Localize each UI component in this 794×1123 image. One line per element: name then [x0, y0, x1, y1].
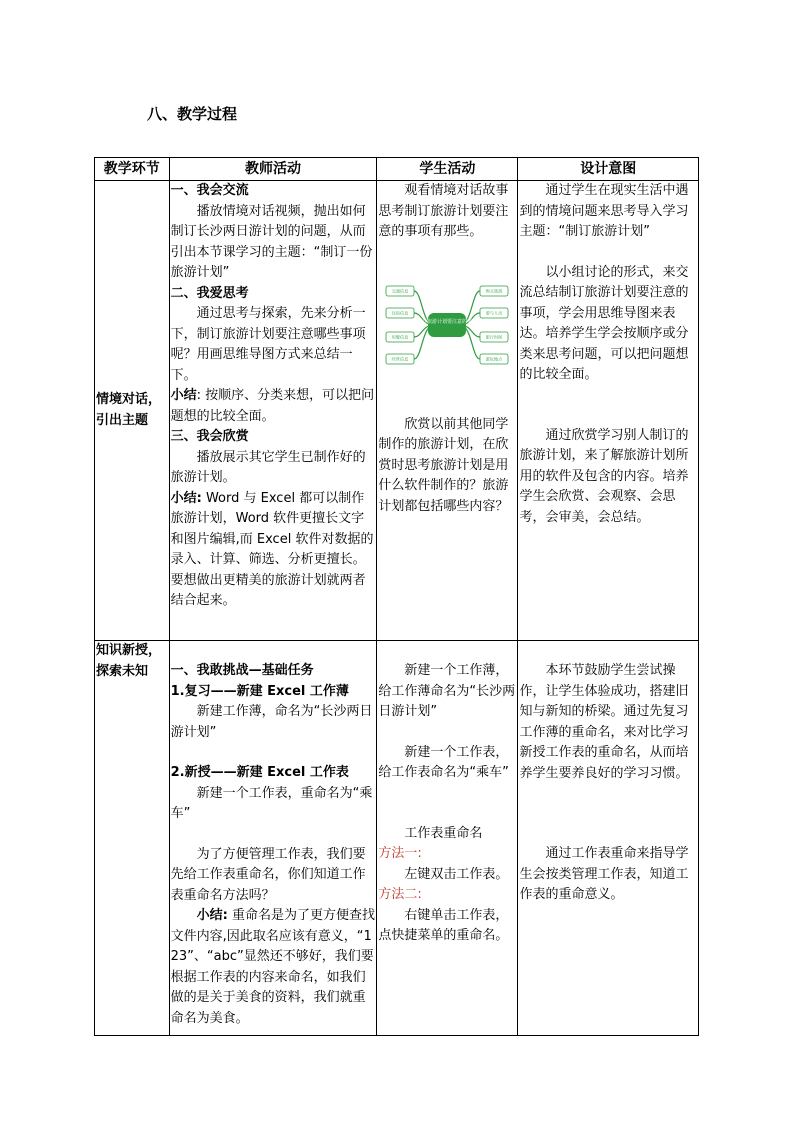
teacher-heading: 二、我爱思考 [170, 285, 249, 301]
intent-text: 以小组讨论的形式，来交流总结制订旅游计划要注意的事项，学会用思维导图来表达。培养学生学会按顺序或分类来思考问题，可以把问题想的比较全面。 [519, 264, 689, 382]
table-row [95, 181, 699, 641]
mind-map-node: 用餐信息 [391, 334, 409, 339]
mind-map-center-node [428, 313, 466, 337]
table-header-row [95, 158, 699, 181]
header-stage: 教学环节 [95, 158, 170, 181]
stage-cell: 情境对话，引出主题 [95, 181, 170, 641]
student-text: 欣赏以前其他同学制作的旅游计划，在欣赏时思考旅游计划是用什么软件制作的？旅游计划都包括哪些内容？ [378, 416, 509, 514]
mind-map-node: 参与人员 [485, 310, 503, 315]
mind-map-node: 交通信息 [391, 288, 409, 293]
summary-text: : 按顺序、分类来想，可以把问题想的比较全面。 [170, 388, 375, 424]
teacher-text: 通过思考与探索，先来分析一下，制订旅游计划要注意哪些事项呢？用画思维导图方式来总结一下。 [170, 306, 366, 383]
method-text: 左键双击工作表。 [404, 866, 509, 882]
teacher-text: 播放情境对话视频，抛出如何制订长沙两日游计划的问题，从而引出本节课学习的主题：“制订一份旅游计划” [170, 203, 373, 280]
intent-cell [518, 181, 699, 641]
method-text: 右键单击工作表，点快捷菜单的重命名。 [378, 907, 509, 943]
intent-text: 通过学生在现实生活中遇到的情境问题来思考导入学习主题：“制订旅游计划” [519, 183, 689, 239]
student-text: 工作表重命名 [404, 825, 483, 841]
summary-label: 小结: [170, 490, 202, 506]
mind-map-node: 旅行时间 [485, 334, 503, 339]
teacher-heading: 一、我敢挑战—基础任务 [170, 663, 314, 678]
table-row [95, 641, 699, 1036]
intent-text: 通过欣赏学习别人制订的旅游计划，来了解旅游计划所用的软件及包含的内容。培养学生会欣赏、会观察、会思考，会审美，会总结。 [519, 427, 689, 525]
summary [171, 386, 376, 427]
student-text: 新建一个工作表，给工作表命名为“乘车” [378, 744, 509, 780]
teacher-heading: 1.复习——新建 Excel 工作薄 [170, 683, 349, 699]
summary-text: Word 与 Excel 都可以制作旅游计划，Word 软件更擅长文字和图片编辑,而 Excel 软件对数据的录入、计算、筛选、分析更擅长。要想做出更精美的旅游计划就两者结合起来。 [170, 490, 374, 608]
summary [171, 489, 376, 612]
mind-map-node: 住宿信息 [391, 310, 409, 315]
teacher-heading: 一、我会交流 [170, 183, 249, 198]
student-text: 新建一个工作薄，给工作薄命名为“长沙两日游计划” [378, 663, 516, 719]
teacher-cell [169, 641, 377, 1036]
teaching-process-table [94, 157, 699, 1036]
intent-text: 本环节鼓励学生尝试操作，让学生体验成功，搭建旧知与新知的桥梁。通过先复习工作薄的重命名，来对比学习新授工作表的重命名，从而培养学生要养良好的学习习惯。 [519, 663, 689, 781]
method-label: 方法一: [378, 846, 422, 861]
mind-map-node: 购买旅游 [485, 288, 503, 293]
method-label: 方法二: [378, 887, 422, 902]
intent-text: 通过工作表重命来指导学生会按类管理工作表，知道工作表的重命意义。 [519, 846, 689, 902]
method [378, 885, 516, 906]
teacher-text: 为了方便管理工作表，我们要先给工作表重命名，你们知道工作表重命名方法吗？ [170, 846, 366, 903]
header-student: 学生活动 [377, 158, 518, 181]
summary-label: 小结: [196, 908, 228, 923]
teacher-text: 播放展示其它学生已制作好的旅游计划。 [170, 449, 366, 485]
method [378, 844, 516, 865]
mind-map-center-text: 制订旅游计划要注意的事项 [417, 318, 478, 325]
teacher-heading: 2.新授——新建 Excel 工作表 [170, 765, 349, 780]
summary [171, 906, 376, 1029]
mind-map-node: 经营信息 [391, 356, 409, 361]
summary-label: 小结 [170, 388, 197, 403]
mind-map-image [382, 277, 512, 373]
summary-text: 重命名是为了更方便查找文件内容,因此取名应该有意义，“123”、“abc”显然还不够好，我们要根据工作表的内容来命名，如我们做的是关于美食的资料，我们就重命名为美食。 [170, 908, 375, 1026]
header-teacher: 教师活动 [169, 158, 377, 181]
teacher-heading: 三、我会欣赏 [170, 429, 249, 444]
teacher-text: 新建一个工作表，重命名为“乘车” [170, 785, 373, 821]
header-intent: 设计意图 [518, 158, 699, 181]
teacher-cell [169, 181, 377, 641]
intent-cell [518, 641, 699, 1036]
section-title: 八、教学过程 [147, 105, 238, 123]
student-text: 观看情境对话故事思考制订旅游计划要注意的事项有那些。 [378, 183, 509, 239]
mind-map-node: 游玩地点 [485, 356, 503, 361]
student-cell [377, 181, 518, 641]
teacher-text: 新建工作薄，命名为“长沙两日游计划” [170, 704, 373, 740]
stage-cell: 知识新授，探索未知 [95, 641, 170, 1036]
student-cell [377, 641, 518, 1036]
